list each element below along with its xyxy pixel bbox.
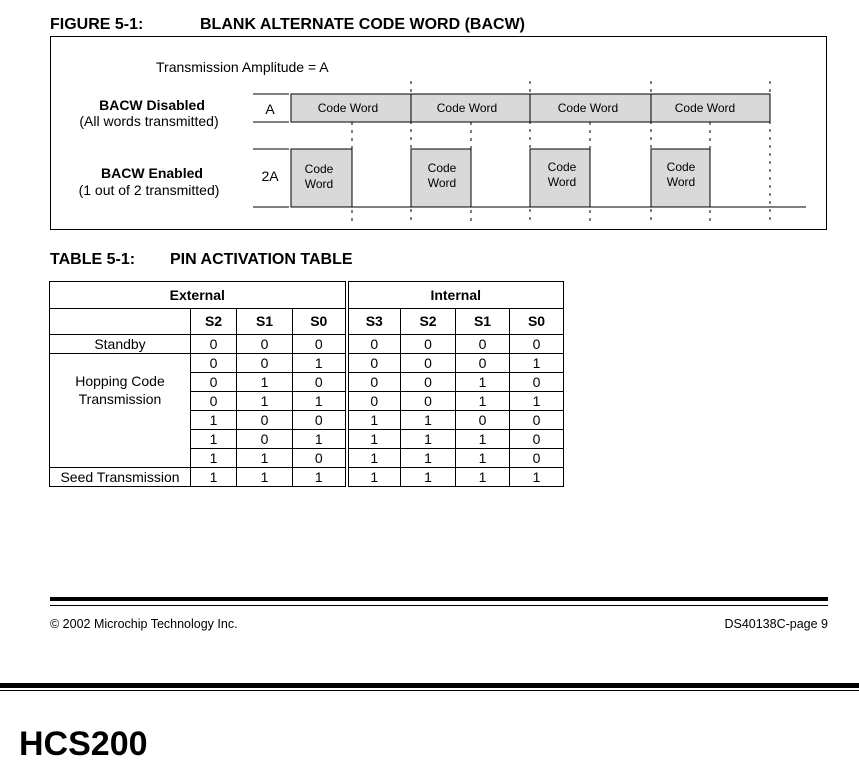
external-group-header: External — [50, 282, 347, 309]
row-label-line1: Hopping Code — [75, 373, 165, 389]
code-word-line1: Code — [666, 160, 696, 174]
table-cell: 1 — [456, 373, 510, 392]
table-cell: 1 — [456, 468, 510, 487]
table-cell: 0 — [401, 354, 456, 373]
column-header: S0 — [510, 309, 564, 335]
table-cell: 0 — [456, 411, 510, 430]
table-cell: 1 — [191, 449, 237, 468]
bacw-figure — [50, 36, 827, 230]
table-cell: 0 — [293, 411, 347, 430]
table-cell: 1 — [456, 392, 510, 411]
table-number: TABLE 5-1: — [50, 251, 136, 268]
code-word-label: Code Word — [317, 101, 379, 115]
table-cell: 1 — [347, 430, 401, 449]
table-cell: 0 — [191, 373, 237, 392]
page-header-rule-thick — [0, 683, 859, 688]
table-cell: 0 — [191, 335, 237, 354]
table-cell: 1 — [401, 449, 456, 468]
code-word-line1: Code — [547, 160, 577, 174]
page-header-rule-thin — [0, 690, 859, 691]
table-cell: 1 — [510, 354, 564, 373]
table-cell: 0 — [293, 373, 347, 392]
table-cell: 1 — [237, 373, 293, 392]
footer-rule-thin — [50, 605, 828, 606]
table-title: PIN ACTIVATION TABLE — [170, 251, 353, 268]
code-word-line1: Code — [427, 161, 457, 175]
table-cell: 0 — [237, 430, 293, 449]
column-header: S1 — [456, 309, 510, 335]
table-cell: 0 — [347, 335, 401, 354]
table-row — [50, 354, 564, 373]
table-cell: 0 — [401, 373, 456, 392]
column-header: S0 — [293, 309, 347, 335]
table-cell: 0 — [510, 430, 564, 449]
table-cell: 0 — [510, 373, 564, 392]
bacw-disabled-sublabel: (All words transmitted) — [79, 113, 219, 129]
table-cell: 1 — [293, 392, 347, 411]
table-cell: 0 — [191, 392, 237, 411]
table-cell: 0 — [401, 335, 456, 354]
code-word-line1: Code — [304, 162, 334, 176]
table-cell: 1 — [401, 468, 456, 487]
footer-rule-thick — [50, 597, 828, 601]
table-cell: 0 — [347, 354, 401, 373]
table-cell: 0 — [347, 373, 401, 392]
column-header: S3 — [347, 309, 401, 335]
table-cell: 1 — [191, 430, 237, 449]
table-cell: 0 — [347, 392, 401, 411]
table-cell: 1 — [293, 430, 347, 449]
table-cell: 1 — [347, 449, 401, 468]
figure-number: FIGURE 5-1: — [50, 16, 144, 33]
table-cell: 0 — [237, 354, 293, 373]
table-cell: 0 — [510, 411, 564, 430]
table-cell: 1 — [237, 449, 293, 468]
table-cell: 0 — [237, 335, 293, 354]
amplitude-a-label: A — [265, 101, 275, 117]
footer-page-number: DS40138C-page 9 — [724, 617, 828, 631]
figure-title: BLANK ALTERNATE CODE WORD (BACW) — [200, 16, 525, 33]
code-word-line2: Word — [666, 175, 696, 189]
table-cell: 1 — [347, 411, 401, 430]
internal-group-header: Internal — [347, 282, 564, 309]
row-label-line2: Transmission — [78, 391, 162, 407]
table-cell: 1 — [293, 468, 347, 487]
table-cell: 1 — [293, 354, 347, 373]
table-cell: 1 — [347, 468, 401, 487]
row-label: Standby — [50, 335, 191, 354]
table-cell: 1 — [510, 468, 564, 487]
bacw-enabled-waveform — [291, 149, 806, 207]
code-word-line2: Word — [427, 176, 457, 190]
amplitude-2a-label: 2A — [261, 168, 279, 184]
table-cell: 1 — [510, 392, 564, 411]
code-word-line2: Word — [547, 175, 577, 189]
pin-activation-table — [49, 281, 564, 487]
row-label: Seed Transmission — [50, 468, 191, 487]
table-cell: 0 — [401, 392, 456, 411]
bacw-disabled-label: BACW Disabled — [99, 97, 205, 113]
code-word-label: Code Word — [436, 101, 498, 115]
table-cell: 0 — [510, 335, 564, 354]
table-cell: 1 — [237, 468, 293, 487]
column-header: S1 — [237, 309, 293, 335]
table-row — [50, 468, 564, 487]
table-cell: 1 — [401, 430, 456, 449]
bacw-enabled-label: BACW Enabled — [101, 165, 203, 181]
bacw-timing-diagram — [51, 37, 828, 231]
table-cell: 0 — [456, 335, 510, 354]
table-cell: 0 — [293, 335, 347, 354]
table-cell: 1 — [456, 430, 510, 449]
table-cell: 0 — [191, 354, 237, 373]
table-cell: 0 — [510, 449, 564, 468]
row-label-header — [50, 309, 191, 335]
table-cell: 0 — [293, 449, 347, 468]
hopping-code-transmission-label — [50, 354, 191, 468]
column-header: S2 — [401, 309, 456, 335]
table-row — [50, 335, 564, 354]
bacw-enabled-sublabel: (1 out of 2 transmitted) — [78, 182, 220, 198]
footer-copyright: © 2002 Microchip Technology Inc. — [50, 617, 238, 631]
table-cell: 1 — [191, 468, 237, 487]
code-word-label: Code Word — [674, 101, 736, 115]
code-word-line2: Word — [304, 177, 334, 191]
table-cell: 0 — [237, 411, 293, 430]
table-cell: 0 — [456, 354, 510, 373]
table-cell: 1 — [456, 449, 510, 468]
table-cell: 1 — [191, 411, 237, 430]
amplitude-label: Transmission Amplitude = A — [156, 59, 329, 75]
table-cell: 1 — [237, 392, 293, 411]
column-header: S2 — [191, 309, 237, 335]
code-word-label: Code Word — [557, 101, 619, 115]
next-page-title: HCS200 — [19, 725, 148, 763]
table-cell: 1 — [401, 411, 456, 430]
